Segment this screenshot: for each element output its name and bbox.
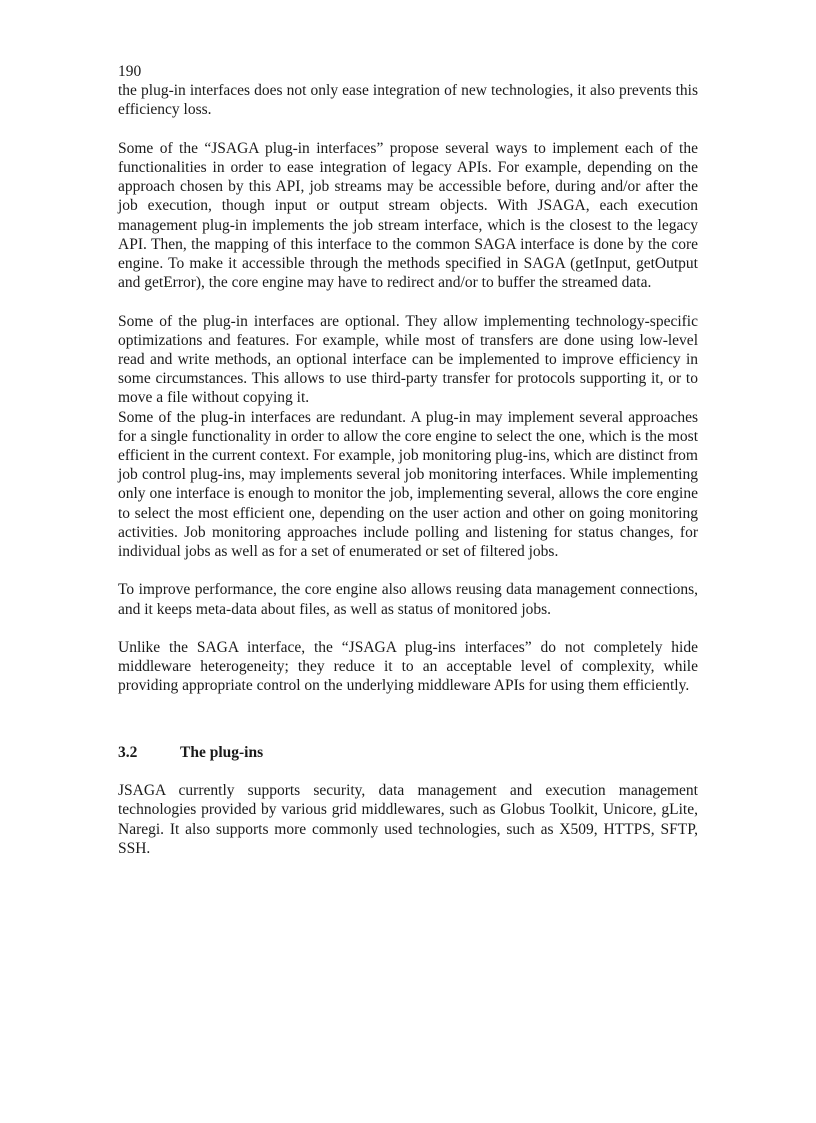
paragraph-gap [118,762,698,781]
paragraph-redundant-interfaces: Some of the plug-in interfaces are redundant. A plug-in may implement several approaches for a single functionality in order to allow the core engine to select the one, which is the most efficient in the current context. For example, job monitoring plug-ins, which are distinct from job control plug-ins, may implements several job monitoring interfaces. While implementing only one interface is enough to monitor the job, implementing several, allows the core engine to select the most efficient one, depending on the user action and other on going monitoring activities. Job monitoring approaches include polling and listening for status changes, for individual jobs as well as for a set of enumerated or set of filtered jobs. [118,408,698,561]
section-number: 3.2 [118,743,138,761]
page-content [118,62,698,858]
section-title: The plug-ins [180,743,264,761]
paragraph-gap [118,619,698,638]
page-number: 190 [118,63,142,80]
paragraph-performance: To improve performance, the core engine also allows reusing data management connections, and it keeps meta-data about files, as well as status of monitored jobs. [118,581,698,618]
section-gap [118,724,698,743]
paragraph-efficiency-loss: the plug-in interfaces does not only ease integration of new technologies, it also prevents this efficiency loss. [118,82,698,119]
paragraph-legacy-apis: Some of the “JSAGA plug-in interfaces” propose several ways to implement each of the functionalities in order to ease integration of legacy APIs. For example, depending on the approach chosen by this API, job streams may be accessible before, during and/or after the job execution, though input or output stream objects. With JSAGA, each execution management plug-in implements the job stream interface, which is the closest to the legacy API. Then, the mapping of this interface to the common SAGA interface is done by the core engine. To make it accessible through the methods specified in SAGA (getInput, getOutput and getError), the core engine may have to redirect and/or to buffer the streamed data. [118,139,698,292]
paragraph-optional-interfaces: Some of the plug-in interfaces are optional. They allow implementing technology-specific optimizations and features. For example, while most of transfers are done using low-level read and write methods, an optional interface can be implemented to improve efficiency in some circumstances. This allows to use third-party transfer for protocols supporting it, or to move a file without copying it. [118,312,698,407]
paragraph-supported-technologies: JSAGA currently supports security, data management and execution management technologies provided by various grid middlewares, such as Globus Toolkit, Unicore, gLite, Naregi. It also supports more commonly used technologies, such as X509, HTTPS, SFTP, SSH. [118,782,698,857]
paragraph-gap [118,292,698,311]
section-gap [118,696,698,724]
paragraph-gap [118,120,698,139]
section-heading [118,743,698,762]
paragraph-gap [118,561,698,580]
paragraph-heterogeneity: Unlike the SAGA interface, the “JSAGA plug-ins interfaces” do not completely hide middleware heterogeneity; they reduce it to an acceptable level of complexity, while providing appropriate control on the underlying middleware APIs for using them efficiently. [118,639,698,695]
